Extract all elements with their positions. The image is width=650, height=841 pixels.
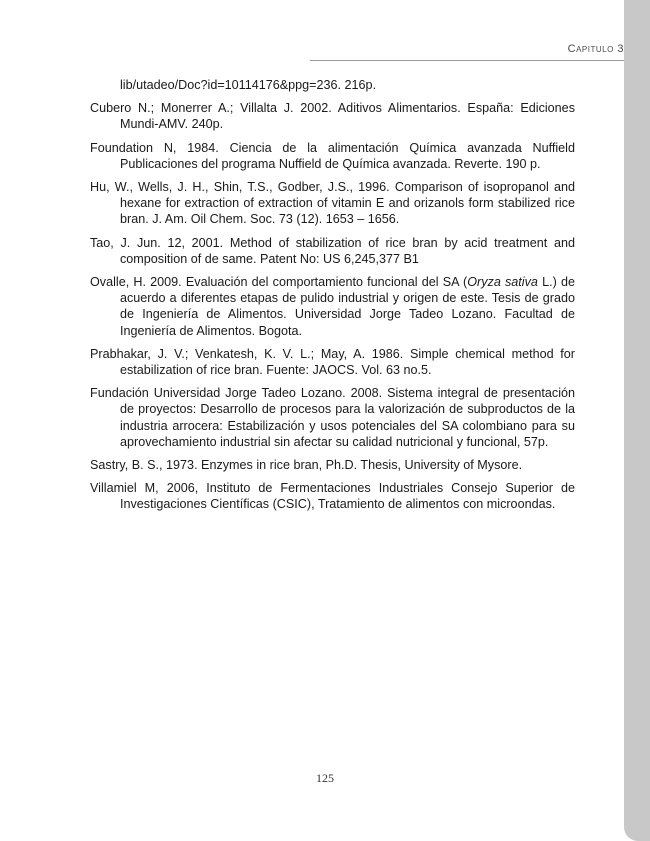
reference-item: Prabhakar, J. V.; Venkatesh, K. V. L.; May, A. 1986. Simple chemical method for estabilization of rice bran. Fuente: JAOCS. Vol. 63 no.5. <box>90 346 575 378</box>
species-name: Oryza sativa <box>467 275 538 290</box>
reference-item: Villamiel M, 2006, Instituto de Fermentaciones Industriales Consejo Superior de Investigaciones Científicas (CSIC), Tratamiento de alimentos con microondas. <box>90 481 575 512</box>
reference-text: L.) de acuerdo a diferentes etapas de pulido industrial y origen de este. Tesis de grado de Ingeniería de Alimentos. Universidad Jorge Tadeo Lozano. Facultad de Ingeniería de Alimentos. Bogota. <box>120 275 576 338</box>
reference-item: Hu, W., Wells, J. H., Shin, T.S., Godber, J.S., 1996. Comparison of isopropanol and hexane for extraction of extraction of vitamin E and orizanols form stabilized rice bran. J. Am. Oil Chem. Soc. 73 (12). 1653 – 1656. <box>90 180 575 227</box>
reference-item: Sastry, B. S., 1973. Enzymes in rice bran, Ph.D. Thesis, University of Mysore. <box>90 458 523 473</box>
running-header <box>310 43 624 59</box>
reference-item: Tao, J. Jun. 12, 2001. Method of stabilization of rice bran by acid treatment and composition of de same. Patent No: US 6,245,377 B1 <box>90 235 575 266</box>
page-number: 125 <box>316 771 334 785</box>
reference-list <box>90 77 575 520</box>
reference-item: Cubero N.; Monerrer A.; Villalta J. 2002. Aditivos Alimentarios. España: Ediciones Mundi-AMV. 240p. <box>90 101 575 132</box>
reference-item: Foundation N, 1984. Ciencia de la alimentación Química avanzada Nuffield Publicaciones del programa Nuffield de Química avanzada. Reverte. 190 p. <box>90 140 575 171</box>
reference-item: lib/utadeo/Doc?id=10114176&ppg=236. 216p. <box>120 78 377 92</box>
header-rule <box>310 60 624 61</box>
side-tab-decoration <box>624 0 650 841</box>
reference-text: Ovalle, H. 2009. Evaluación del comportamiento funcional del SA ( <box>90 275 468 290</box>
reference-item <box>90 274 575 339</box>
reference-item: Fundación Universidad Jorge Tadeo Lozano. 2008. Sistema integral de presentación de proyectos: Desarrollo de procesos para la valorización de subproductos de la industria arrocera: Estabilización y usos potenciales del SA colombiano para su aprovechamiento industrial sin afectar su calidad nutricional y funcional, 57p. <box>90 386 575 449</box>
chapter-label: Capitulo 3 <box>567 43 624 55</box>
